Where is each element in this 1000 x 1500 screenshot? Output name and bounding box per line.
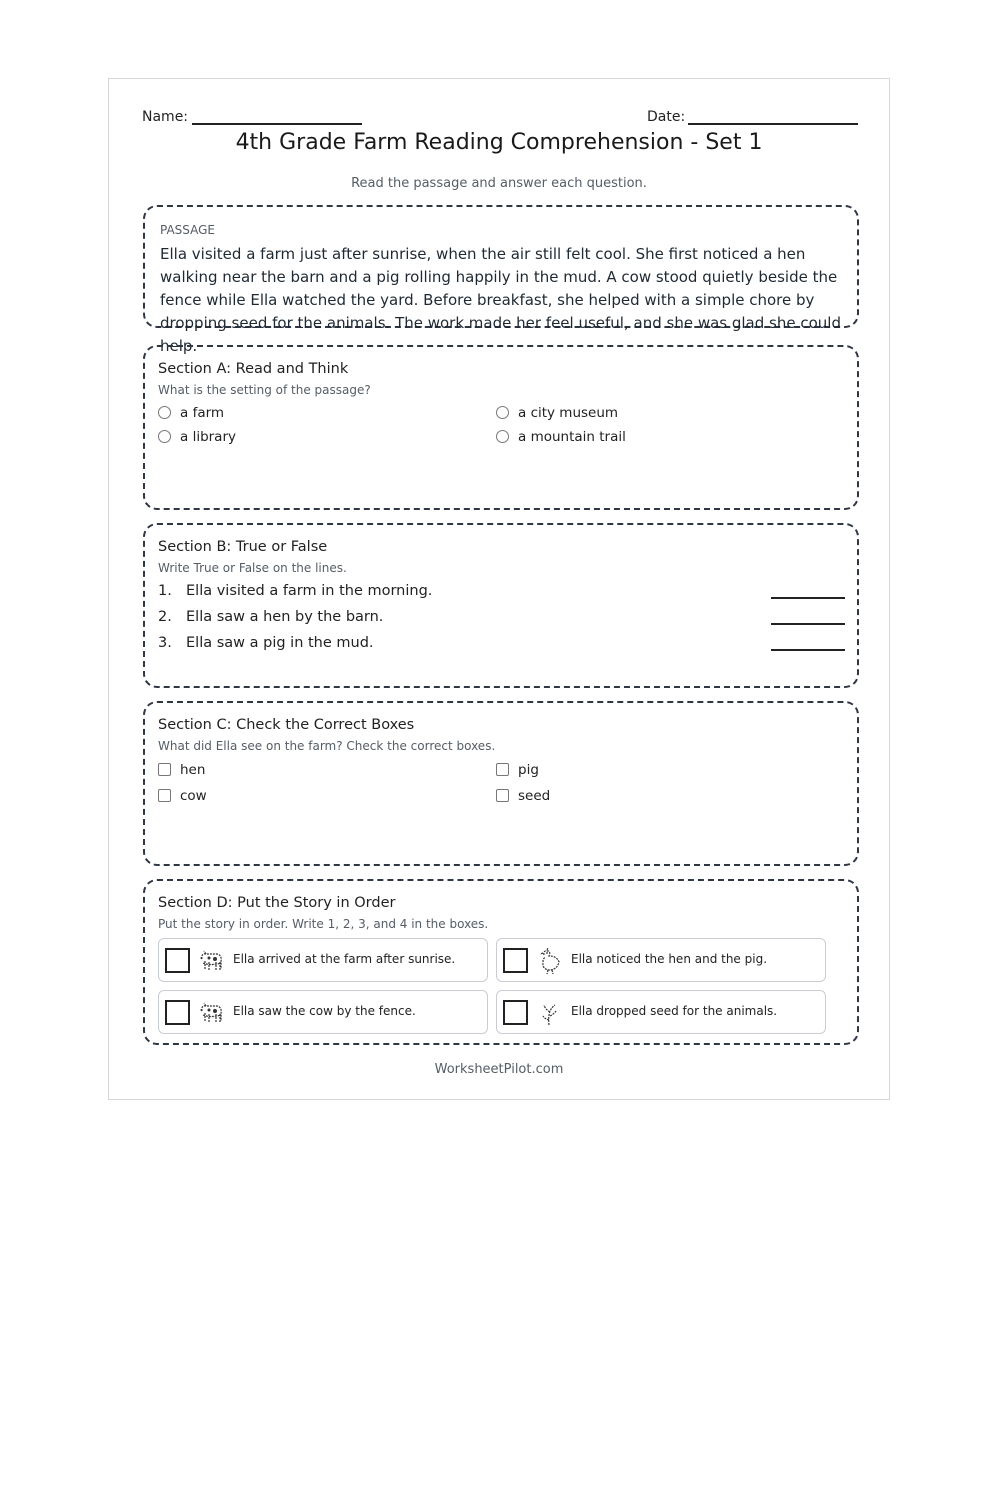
radio-icon[interactable] bbox=[496, 406, 509, 419]
section-d-instruction: Put the story in order. Write 1, 2, 3, and 4 in the boxes. bbox=[158, 917, 489, 931]
footer-site: WorksheetPilot.com bbox=[434, 1062, 564, 1077]
section-c-box: Section C: Check the Correct Boxes What did Ella see on the farm? Check the correct boxes. hen pig cow seed bbox=[143, 701, 859, 866]
answer-line[interactable] bbox=[771, 623, 845, 625]
answer-line[interactable] bbox=[771, 649, 845, 651]
passage-text: Ella visited a farm just after sunrise, when the air still felt cool. She first noticed a hen walking near the barn and a pig rolling happily in the mud. A cow stood quietly beside the fence while Ella watched the yard. Before breakfast, she helped with a simple chore by dropping seed for the animals. The work made her feel useful, and she was glad she could help. bbox=[160, 245, 841, 355]
true-false-item: 2. Ella saw a hen by the barn. bbox=[158, 609, 845, 629]
order-number-box[interactable] bbox=[165, 1000, 190, 1025]
seed-icon bbox=[535, 999, 563, 1027]
date-line[interactable] bbox=[688, 123, 858, 125]
cow-icon bbox=[197, 999, 225, 1027]
checkbox-icon[interactable] bbox=[496, 789, 509, 802]
order-card: Ella noticed the hen and the pig. bbox=[496, 938, 826, 982]
true-false-item: 1. Ella visited a farm in the morning. bbox=[158, 583, 845, 603]
header-fields bbox=[142, 109, 857, 129]
checkbox-icon[interactable] bbox=[158, 789, 171, 802]
worksheet-title: 4th Grade Farm Reading Comprehension - Set 1 bbox=[235, 130, 763, 155]
worksheet-page bbox=[108, 78, 890, 1100]
section-b-instruction: Write True or False on the lines. bbox=[158, 561, 347, 575]
date-label: Date: bbox=[647, 109, 686, 125]
hen-icon bbox=[535, 947, 563, 975]
order-number-box[interactable] bbox=[503, 948, 528, 973]
passage-box bbox=[143, 205, 859, 355]
radio-icon[interactable] bbox=[496, 430, 509, 443]
radio-icon[interactable] bbox=[158, 430, 171, 443]
section-b-box bbox=[143, 523, 859, 688]
checkbox-icon[interactable] bbox=[496, 763, 509, 776]
section-d-box bbox=[143, 879, 859, 1045]
radio-icon[interactable] bbox=[158, 406, 171, 419]
worksheet-instructions: Read the passage and answer each question. bbox=[351, 176, 647, 191]
order-card: Ella arrived at the farm after sunrise. bbox=[158, 938, 488, 982]
true-false-item: 3. Ella saw a pig in the mud. bbox=[158, 635, 845, 655]
name-line[interactable] bbox=[192, 123, 362, 125]
checkbox-icon[interactable] bbox=[158, 763, 171, 776]
order-number-box[interactable] bbox=[503, 1000, 528, 1025]
order-card: Ella dropped seed for the animals. bbox=[496, 990, 826, 1034]
answer-line[interactable] bbox=[771, 597, 845, 599]
order-card: Ella saw the cow by the fence. bbox=[158, 990, 488, 1034]
cow-icon bbox=[197, 947, 225, 975]
section-c-title: Section C: Check the Correct Boxes bbox=[158, 717, 415, 733]
section-a-title: Section A: Read and Think bbox=[158, 361, 349, 377]
passage-label: PASSAGE bbox=[160, 223, 216, 237]
section-a-question: What is the setting of the passage? bbox=[158, 383, 371, 397]
section-c-question: What did Ella see on the farm? Check the correct boxes. bbox=[158, 739, 496, 753]
order-number-box[interactable] bbox=[165, 948, 190, 973]
name-label: Name: bbox=[142, 109, 189, 125]
section-d-title: Section D: Put the Story in Order bbox=[158, 895, 396, 911]
section-a-box: Section A: Read and Think What is the setting of the passage? a farm a city museum a library a mountain trail bbox=[143, 345, 859, 510]
section-b-title: Section B: True or False bbox=[158, 539, 328, 555]
